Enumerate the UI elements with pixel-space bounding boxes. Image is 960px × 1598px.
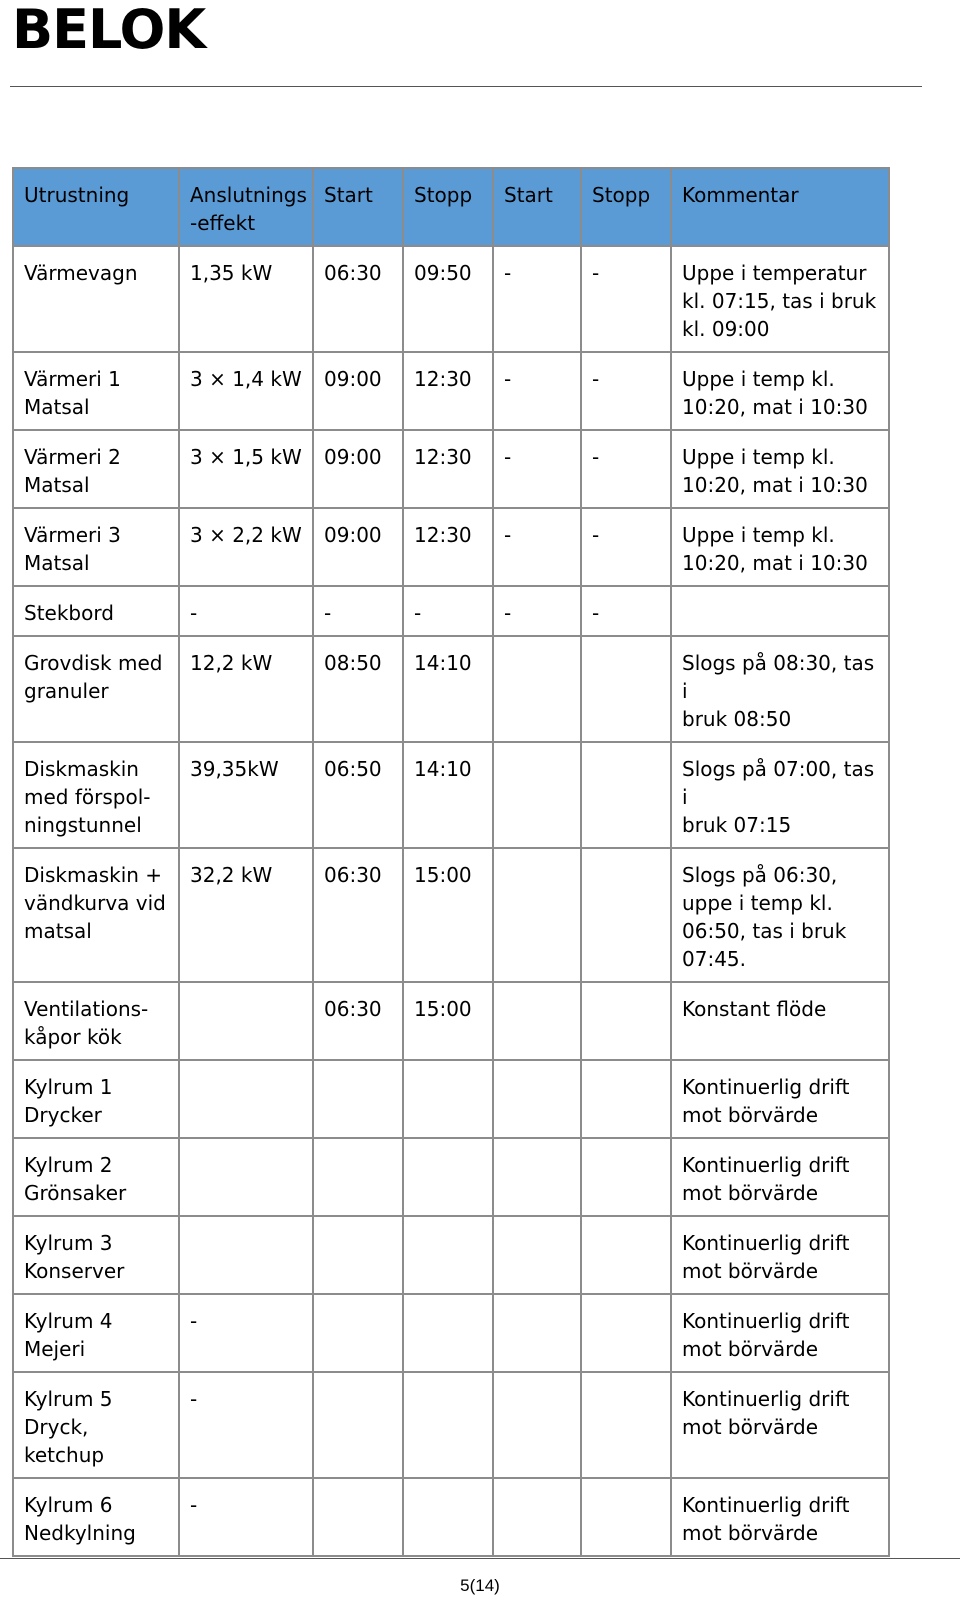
table-cell xyxy=(313,508,403,586)
table-cell xyxy=(13,742,179,848)
cell-text: - xyxy=(592,601,600,625)
cell-text: Stekbord xyxy=(24,601,114,625)
table-cell xyxy=(671,1478,889,1556)
cell-text: Kontinuerlig drift mot börvärde xyxy=(682,1231,850,1283)
cell-text: Slogs på 08:30, tas i bruk 08:50 xyxy=(682,651,875,731)
table-cell xyxy=(313,586,403,636)
cell-text: 15:00 xyxy=(414,863,472,887)
table-cell xyxy=(179,1216,313,1294)
cell-text: Kontinuerlig drift mot börvärde xyxy=(682,1493,850,1545)
cell-text: Värmevagn xyxy=(24,261,138,285)
table-row xyxy=(13,1294,889,1372)
cell-text: Värmeri 3 Matsal xyxy=(24,523,121,575)
table-cell xyxy=(403,246,493,352)
cell-text: - xyxy=(504,367,512,391)
table-cell xyxy=(671,636,889,742)
table-cell xyxy=(313,982,403,1060)
table-cell xyxy=(313,1372,403,1478)
table-cell xyxy=(403,508,493,586)
cell-text: 14:10 xyxy=(414,757,472,781)
page-number: 5(14) xyxy=(460,1576,500,1595)
table-cell xyxy=(179,1372,313,1478)
cell-text: Kontinuerlig drift mot börvärde xyxy=(682,1153,850,1205)
cell-text: - xyxy=(504,523,512,547)
cell-text: 14:10 xyxy=(414,651,472,675)
table-cell xyxy=(13,352,179,430)
table-cell xyxy=(581,1138,671,1216)
table-cell xyxy=(581,1372,671,1478)
table-cell xyxy=(671,742,889,848)
table-cell xyxy=(581,1060,671,1138)
table-cell xyxy=(671,1060,889,1138)
table-cell xyxy=(179,246,313,352)
table-cell xyxy=(671,586,889,636)
table-cell xyxy=(13,1294,179,1372)
table-cell xyxy=(493,586,581,636)
cell-text: Värmeri 2 Matsal xyxy=(24,445,121,497)
cell-text: Kontinuerlig drift mot börvärde xyxy=(682,1387,850,1439)
table-row xyxy=(13,636,889,742)
cell-text: Uppe i temp kl. 10:20, mat i 10:30 xyxy=(682,445,868,497)
table-cell xyxy=(313,352,403,430)
table-cell xyxy=(403,1372,493,1478)
cell-text: 06:30 xyxy=(324,261,382,285)
table-header-row xyxy=(13,168,889,246)
cell-text: 12:30 xyxy=(414,445,472,469)
table-cell xyxy=(403,1060,493,1138)
table-cell xyxy=(13,1216,179,1294)
table-cell xyxy=(313,1138,403,1216)
cell-text: 09:00 xyxy=(324,445,382,469)
table-cell xyxy=(179,352,313,430)
column-header xyxy=(179,168,313,246)
cell-text: - xyxy=(592,523,600,547)
table-cell xyxy=(313,246,403,352)
equipment-schedule-table xyxy=(12,167,890,1557)
cell-text: Uppe i temp kl. 10:20, mat i 10:30 xyxy=(682,523,868,575)
cell-text: Kylrum 1 Drycker xyxy=(24,1075,113,1127)
cell-text: Slogs på 06:30, uppe i temp kl. 06:50, tas i bruk 07:45. xyxy=(682,863,847,971)
table-cell xyxy=(179,1294,313,1372)
column-header-label: Utrustning xyxy=(24,183,130,207)
cell-text: 1,35 kW xyxy=(190,261,273,285)
cell-text: Uppe i temperatur kl. 07:15, tas i bruk kl. 09:00 xyxy=(682,261,877,341)
cell-text: Kontinuerlig drift mot börvärde xyxy=(682,1075,850,1127)
cell-text: 06:30 xyxy=(324,997,382,1021)
table-row xyxy=(13,1060,889,1138)
cell-text: 06:50 xyxy=(324,757,382,781)
column-header-label: Start xyxy=(324,183,373,207)
table-cell xyxy=(671,848,889,982)
table-cell xyxy=(313,742,403,848)
table-cell xyxy=(581,848,671,982)
cell-text: 39,35kW xyxy=(190,757,279,781)
cell-text: - xyxy=(504,445,512,469)
table-cell xyxy=(581,1478,671,1556)
table-cell xyxy=(313,636,403,742)
table-cell xyxy=(403,1478,493,1556)
table-row xyxy=(13,742,889,848)
table-cell xyxy=(313,430,403,508)
table-cell xyxy=(13,1478,179,1556)
table-cell xyxy=(581,352,671,430)
table-cell xyxy=(179,1060,313,1138)
cell-text: Ventilations- kåpor kök xyxy=(24,997,149,1049)
column-header xyxy=(313,168,403,246)
table-cell xyxy=(493,1478,581,1556)
table-cell xyxy=(493,430,581,508)
table-cell xyxy=(13,508,179,586)
cell-text: Slogs på 07:00, tas i bruk 07:15 xyxy=(682,757,875,837)
table-cell xyxy=(179,586,313,636)
table-row xyxy=(13,586,889,636)
cell-text: Värmeri 1 Matsal xyxy=(24,367,121,419)
footer-divider xyxy=(0,1558,960,1559)
table-cell xyxy=(13,1372,179,1478)
table-cell xyxy=(671,246,889,352)
cell-text: - xyxy=(504,261,512,285)
table-cell xyxy=(581,1294,671,1372)
table-cell xyxy=(179,508,313,586)
table-cell xyxy=(13,848,179,982)
table-cell xyxy=(179,848,313,982)
table-cell xyxy=(313,1060,403,1138)
table-cell xyxy=(313,848,403,982)
table-row xyxy=(13,848,889,982)
column-header xyxy=(403,168,493,246)
cell-text: 09:00 xyxy=(324,367,382,391)
table-cell xyxy=(671,982,889,1060)
cell-text: 32,2 kW xyxy=(190,863,273,887)
table-cell xyxy=(403,636,493,742)
table-cell xyxy=(493,1138,581,1216)
table-cell xyxy=(671,508,889,586)
table-row xyxy=(13,430,889,508)
table-cell xyxy=(13,430,179,508)
table-cell xyxy=(581,636,671,742)
table-cell xyxy=(13,586,179,636)
table-cell xyxy=(581,586,671,636)
table-cell xyxy=(179,982,313,1060)
table-cell xyxy=(493,246,581,352)
cell-text: 12:30 xyxy=(414,523,472,547)
table-cell xyxy=(493,1060,581,1138)
table-row xyxy=(13,1372,889,1478)
cell-text: - xyxy=(190,1387,198,1411)
column-header xyxy=(493,168,581,246)
table-cell xyxy=(13,1138,179,1216)
table-cell xyxy=(179,1138,313,1216)
table-cell xyxy=(493,636,581,742)
table-cell xyxy=(179,742,313,848)
cell-text: 06:30 xyxy=(324,863,382,887)
table-cell xyxy=(179,636,313,742)
table-cell xyxy=(403,742,493,848)
logo-text: BELOK xyxy=(12,0,206,61)
table-cell xyxy=(13,982,179,1060)
column-header xyxy=(581,168,671,246)
column-header-label: Stopp xyxy=(414,183,473,207)
cell-text: 3 × 2,2 kW xyxy=(190,523,302,547)
cell-text: Kylrum 5 Dryck, ketchup xyxy=(24,1387,113,1467)
table-row xyxy=(13,352,889,430)
belok-logo xyxy=(12,0,206,61)
table-cell xyxy=(581,742,671,848)
table-cell xyxy=(493,742,581,848)
table-cell xyxy=(671,1216,889,1294)
table-cell xyxy=(403,982,493,1060)
cell-text: - xyxy=(592,445,600,469)
cell-text: Uppe i temp kl. 10:20, mat i 10:30 xyxy=(682,367,868,419)
cell-text: - xyxy=(592,261,600,285)
table-cell xyxy=(671,1294,889,1372)
table-cell xyxy=(313,1294,403,1372)
cell-text: Kylrum 6 Nedkylning xyxy=(24,1493,136,1545)
table-cell xyxy=(671,430,889,508)
table-cell xyxy=(313,1216,403,1294)
table-row xyxy=(13,1216,889,1294)
cell-text: Kylrum 3 Konserver xyxy=(24,1231,125,1283)
table-cell xyxy=(581,982,671,1060)
table-row xyxy=(13,246,889,352)
table-cell xyxy=(179,430,313,508)
table-cell xyxy=(13,246,179,352)
column-header xyxy=(671,168,889,246)
table-cell xyxy=(493,1294,581,1372)
table-cell xyxy=(493,848,581,982)
table-cell xyxy=(403,848,493,982)
cell-text: 12:30 xyxy=(414,367,472,391)
cell-text: Kontinuerlig drift mot börvärde xyxy=(682,1309,850,1361)
table-cell xyxy=(13,1060,179,1138)
header-divider xyxy=(10,86,922,87)
table-cell xyxy=(403,1216,493,1294)
cell-text: 12,2 kW xyxy=(190,651,273,675)
cell-text: - xyxy=(190,1493,198,1517)
table-cell xyxy=(493,1372,581,1478)
table-cell xyxy=(179,1478,313,1556)
table-row xyxy=(13,508,889,586)
table-cell xyxy=(403,586,493,636)
cell-text: 15:00 xyxy=(414,997,472,1021)
cell-text: - xyxy=(324,601,332,625)
cell-text: Diskmaskin + vändkurva vid matsal xyxy=(24,863,166,943)
table-row xyxy=(13,1478,889,1556)
cell-text: Kylrum 2 Grönsaker xyxy=(24,1153,127,1205)
cell-text: 3 × 1,5 kW xyxy=(190,445,302,469)
column-header xyxy=(13,168,179,246)
column-header-label: Anslutnings -effekt xyxy=(190,183,307,235)
table-row xyxy=(13,1138,889,1216)
table-cell xyxy=(493,982,581,1060)
table-cell xyxy=(581,1216,671,1294)
cell-text: 09:00 xyxy=(324,523,382,547)
table-cell xyxy=(403,1138,493,1216)
table-cell xyxy=(403,430,493,508)
table-cell xyxy=(493,352,581,430)
cell-text: - xyxy=(190,1309,198,1333)
table-cell xyxy=(403,352,493,430)
cell-text: Diskmaskin med förspol- ningstunnel xyxy=(24,757,151,837)
cell-text: - xyxy=(190,601,198,625)
table-row xyxy=(13,982,889,1060)
table-cell xyxy=(581,246,671,352)
table-cell xyxy=(671,1372,889,1478)
cell-text: - xyxy=(414,601,422,625)
cell-text: 3 × 1,4 kW xyxy=(190,367,302,391)
table-cell xyxy=(13,636,179,742)
column-header-label: Kommentar xyxy=(682,183,799,207)
cell-text: - xyxy=(592,367,600,391)
cell-text: 08:50 xyxy=(324,651,382,675)
column-header-label: Start xyxy=(504,183,553,207)
table-cell xyxy=(493,508,581,586)
table-cell xyxy=(671,1138,889,1216)
table-cell xyxy=(313,1478,403,1556)
table-cell xyxy=(403,1294,493,1372)
cell-text: Grovdisk med granuler xyxy=(24,651,163,703)
cell-text: Kylrum 4 Mejeri xyxy=(24,1309,113,1361)
table-cell xyxy=(581,508,671,586)
cell-text: - xyxy=(504,601,512,625)
table-cell xyxy=(493,1216,581,1294)
table-cell xyxy=(671,352,889,430)
cell-text: 09:50 xyxy=(414,261,472,285)
column-header-label: Stopp xyxy=(592,183,651,207)
cell-text: Konstant flöde xyxy=(682,997,827,1021)
table-body xyxy=(13,246,889,1556)
table-cell xyxy=(581,430,671,508)
